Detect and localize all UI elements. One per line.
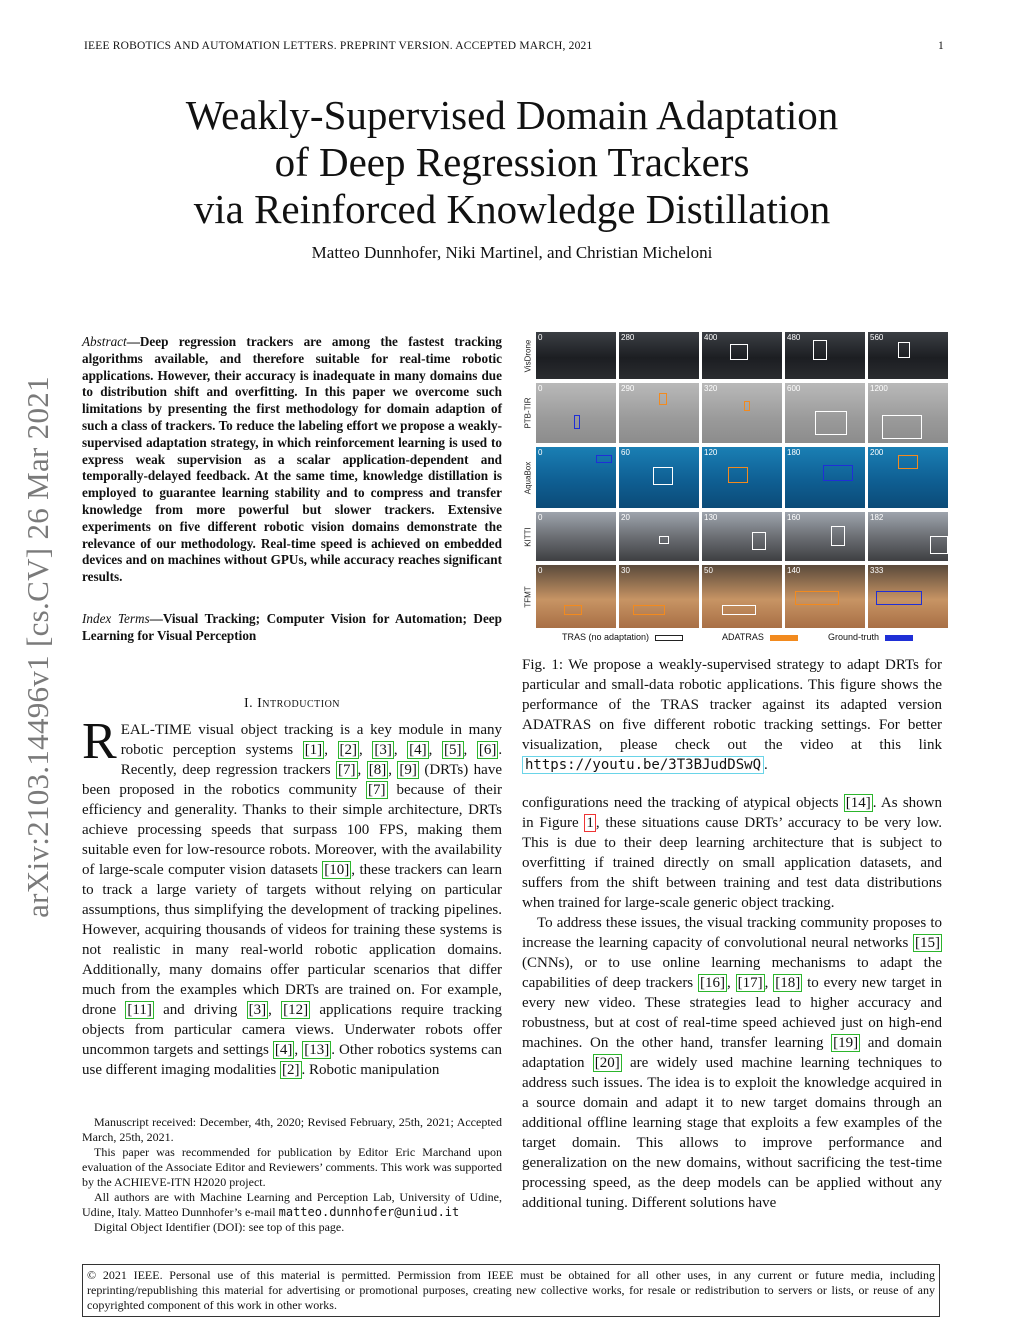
- footnote-doi: Digital Object Identifier (DOI): see top of this page.: [94, 1220, 345, 1234]
- frame-number: 60: [621, 448, 630, 457]
- footnote-manuscript: Manuscript received: December, 4th, 2020; Revised February, 25th, 2021; Accepted March, 25th, 2021.: [82, 1115, 502, 1144]
- citation-link[interactable]: [17]: [737, 975, 763, 991]
- citation-link[interactable]: [19]: [833, 1035, 859, 1051]
- citation-link[interactable]: [13]: [304, 1042, 330, 1058]
- paragraph: configurations need the tracking of atypical objects [14] . As shown in Figure 1 , these situations cause DRTs’ accuracy to be very low. This is due to their deep learning architecture that is subject to overfitting if trained directly on small application datasets, and suffers from the shift between training and test data distributions when trained for large-scale generic object tracking.: [522, 795, 943, 911]
- bounding-box: [823, 465, 853, 481]
- citation-link[interactable]: [9]: [399, 762, 417, 778]
- video-frame: [868, 383, 948, 443]
- video-frame: [785, 447, 865, 508]
- citation-link[interactable]: [10]: [324, 862, 350, 878]
- frame-number: 140: [787, 566, 801, 575]
- footnote-editor: This paper was recommended for publication by Editor Eric Marchand upon evaluation of the Associate Editor and Reviewers’ comments. This work was supported by the ACHIEVE-ITN H2020 project.: [82, 1145, 502, 1189]
- video-link[interactable]: https://youtu.be/3T3BJudDSwQ: [522, 756, 764, 774]
- row-label-tfmt: TFMT: [523, 585, 533, 608]
- frame-number: 200: [870, 448, 884, 457]
- figure-caption: Fig. 1: We propose a weakly-supervised strategy to adapt DRTs for particular and small-data robotic applications. This figure shows the performance of the TRAS tracker against its adapted version ADATRAS on five different robotic tracking settings. For better visualization, please check out the video at this link https://youtu.be/3T3BJudDSwQ .: [522, 657, 942, 773]
- copyright-notice: © 2021 IEEE. Personal use of this material is permitted. Permission from IEEE must be obtained for all other uses, in any current or future media, including reprinting/republishing this material for advertising or promotional purposes, creating new collective works, for resale or redistribution to servers or lists, or reuse of any copyrighted component of this work in other works.: [82, 1264, 940, 1317]
- figure-link[interactable]: 1: [586, 815, 594, 831]
- title-line-3: via Reinforced Knowledge Distillation: [193, 186, 831, 232]
- bounding-box: [898, 342, 910, 358]
- frame-number: 120: [704, 448, 718, 457]
- frame-number: 50: [704, 566, 713, 575]
- frame-number: 480: [787, 333, 801, 342]
- frame-number: 0: [538, 448, 543, 457]
- bounding-box: [876, 591, 922, 605]
- citation-link[interactable]: [4]: [409, 742, 427, 758]
- video-frame: [619, 512, 699, 561]
- frame-number: 0: [538, 384, 543, 393]
- legend-item: Ground-truth: [828, 632, 913, 642]
- bounding-box: [659, 536, 669, 544]
- frame-number: 600: [787, 384, 801, 393]
- frame-number: 320: [704, 384, 718, 393]
- frame-number: 30: [621, 566, 630, 575]
- footnote-affiliation: All authors are with Machine Learning and Perception Lab, University of Udine, Udine, Italy. Matteo Dunnhofer’s e-mail matteo.dunnhofer@uniud.it: [82, 1190, 502, 1219]
- bounding-box: [898, 455, 918, 469]
- video-frame: [619, 447, 699, 508]
- video-frame: [702, 565, 782, 628]
- section-title: Introduction: [257, 696, 341, 711]
- legend-swatch: [885, 635, 913, 641]
- arxiv-id: arXiv:2103.14496v1 [cs.CV] 26 Mar 2021: [20, 376, 55, 918]
- frame-number: 1200: [870, 384, 888, 393]
- video-frame: [619, 565, 699, 628]
- drop-cap: R: [82, 713, 117, 770]
- bounding-box: [633, 605, 665, 615]
- paper-title: [0, 92, 1024, 233]
- figure-1: [522, 332, 942, 650]
- frame-number: 400: [704, 333, 718, 342]
- citation-link[interactable]: [11]: [127, 1002, 152, 1018]
- introduction-text: REAL-TIME visual object tracking is a key module in many robotic perception systems [1] , [2] , [3] , [4] , [5] , [6] . Recently, deep regression trackers [7] , [8] , [9] (DRTs) have been proposed in the robotics community [7] because of their efficiency and generality. Thanks to their simple architecture, DRTs achieve processing speeds that surpass 100 FPS, making them suitable even for low-resource robots. Moreover, with the availability of large-scale computer vision datasets [10] , these trackers can learn to track a large variety of targets without relying on particular assumptions, thus simplifying the development of tracking pipelines. However, acquiring thousands of videos for training these systems is not realistic in many real-world robotic application domains. Additionally, many domains offer particular scenarios that differ much from the examples which DRTs are trained on. For example, drone [11] and driving [3] , [12] applications require tracking objects from particular camera views. Underwater robots offer uncommon targets and settings [4] , [13] . Other robotics systems can use different imaging modalities [2] . Robotic manipulation: [82, 713, 503, 1078]
- video-frame: [536, 332, 616, 379]
- video-frame: [536, 447, 616, 508]
- citation-link[interactable]: [12]: [283, 1002, 309, 1018]
- bounding-box: [744, 401, 750, 411]
- citation-link[interactable]: [16]: [700, 975, 725, 991]
- index-terms: [82, 611, 502, 645]
- bounding-box: [564, 605, 582, 615]
- video-frame: [619, 383, 699, 443]
- frame-number: 0: [538, 333, 543, 342]
- video-frame: [702, 512, 782, 561]
- citation-link[interactable]: [18]: [775, 975, 801, 991]
- page-number: 1: [938, 40, 944, 52]
- citation-link[interactable]: [5]: [444, 742, 462, 758]
- bounding-box: [882, 415, 922, 439]
- video-frame: [536, 512, 616, 561]
- citation-link[interactable]: [7]: [338, 762, 356, 778]
- citation-link[interactable]: [15]: [915, 935, 940, 951]
- bounding-box: [930, 536, 948, 554]
- figure-legend: [562, 632, 942, 646]
- frame-number: 0: [538, 566, 543, 575]
- bounding-box: [813, 340, 827, 360]
- row-label-kitti: KITTI: [523, 526, 533, 547]
- bounding-box: [752, 532, 766, 550]
- video-frame: [785, 332, 865, 379]
- section-heading: [82, 696, 502, 712]
- author-email[interactable]: matteo.dunnhofer@uniud.it: [278, 1205, 460, 1219]
- title-line-2: of Deep Regression Trackers: [274, 139, 750, 185]
- bounding-box: [653, 467, 673, 485]
- bounding-box: [722, 605, 756, 615]
- citation-link[interactable]: [3]: [374, 742, 392, 758]
- video-frame: [785, 565, 865, 628]
- video-frame: [785, 512, 865, 561]
- arxiv-stamp: [14, 352, 62, 942]
- video-frame: [785, 383, 865, 443]
- citation-link[interactable]: [7]: [368, 782, 386, 798]
- frame-number: 560: [870, 333, 884, 342]
- frame-number: 0: [538, 513, 543, 522]
- abstract: [82, 334, 502, 586]
- abstract-text: —Deep regression trackers are among the fastest tracking algorithms available, and therefore suitable for real-time robotic applications. However, their accuracy is inadequate in many domains due to distribution shift and overfitting. In this paper we overcome such limitations by presenting the first methodology for domain adaption of such a class of trackers. To reduce the labeling effort we propose a weakly-supervised adaptation strategy, in which reinforcement learning is used to express weak supervision as a scalar application-dependent and temporally-delayed feedback. At the same time, knowledge distillation is employed to guarantee learning stability and to compress and transfer knowledge from more powerful but slower trackers. Extensive experiments on five different robotic vision domains demonstrate the relevance of our methodology. Real-time speed is achieved on embedded devices and on machines without GPUs, while accuracy reaches significant results.: [82, 334, 502, 585]
- row-label-visdrone: VisDrone: [523, 339, 533, 372]
- frame-number: 333: [870, 566, 884, 575]
- title-line-1: Weakly-Supervised Domain Adaptation: [185, 92, 839, 138]
- video-frame: [868, 565, 948, 628]
- author-list: Matteo Dunnhofer, Niki Martinel, and Christian Micheloni: [311, 243, 713, 262]
- legend-swatch: [655, 635, 683, 641]
- index-terms-label: Index Terms: [82, 611, 150, 626]
- citation-link[interactable]: [14]: [845, 795, 871, 811]
- video-frame: [868, 512, 948, 561]
- citation-link[interactable]: [6]: [478, 742, 497, 758]
- legend-swatch: [770, 635, 798, 641]
- video-frame: [702, 332, 782, 379]
- frame-number: 280: [621, 333, 635, 342]
- bounding-box: [659, 393, 667, 405]
- video-frame: [868, 332, 948, 379]
- citation-link[interactable]: [8]: [368, 762, 387, 778]
- index-terms-text: —Visual Tracking; Computer Vision for Automation; Deep Learning for Visual Perception: [82, 611, 502, 643]
- frame-number: 182: [870, 513, 884, 522]
- section-number: I.: [243, 696, 254, 711]
- bounding-box: [795, 591, 839, 605]
- right-column-text: [522, 793, 942, 1213]
- video-frame: [536, 383, 616, 443]
- citation-link[interactable]: [2]: [339, 742, 358, 758]
- frame-number: 180: [787, 448, 801, 457]
- abstract-label: Abstract: [82, 334, 127, 349]
- bounding-box: [596, 455, 612, 463]
- frame-number: 160: [787, 513, 801, 522]
- video-frame: [868, 447, 948, 508]
- citation-link[interactable]: [1]: [304, 742, 323, 758]
- footnotes: [82, 1115, 502, 1235]
- running-header: [84, 40, 944, 52]
- bounding-box: [728, 467, 748, 483]
- journal-name: IEEE ROBOTICS AND AUTOMATION LETTERS. PREPRINT VERSION. ACCEPTED MARCH, 2021: [84, 40, 593, 52]
- video-frame: [619, 332, 699, 379]
- citation-link[interactable]: [2]: [282, 1062, 300, 1078]
- bounding-box: [831, 526, 845, 546]
- row-label-aquabox: AquaBox: [523, 461, 533, 494]
- video-frame: [702, 447, 782, 508]
- citation-link[interactable]: [20]: [594, 1055, 620, 1071]
- bounding-box: [574, 415, 580, 429]
- bounding-box: [815, 411, 847, 435]
- citation-link[interactable]: [4]: [274, 1042, 293, 1058]
- paragraph: To address these issues, the visual tracking community proposes to increase the learning capacity of convolutional neural networks [15] (CNNs), or to use online learning mechanisms to adapt the capabilities of deep trackers [16] , [17] , [18] to every new target in every new video. These strategies lead to higher accuracy and robustness, but at cost of real-time speed achieved just on high-end machines. On the other hand, transfer learning [19] and domain adaptation [20] are widely used machine learning techniques to address such issues. The idea is to exploit the knowledge acquired in a source domain and adapt it to new target domains through an additional offline learning stage that exploits a few examples of the target domain. This allows to improve performance and generalization on the new domains, without sacrificing the test-time processing speed, as the deep models can be applied without any additional tuning. Different solutions have: [522, 915, 943, 1211]
- frame-number: 20: [621, 513, 630, 522]
- row-label-ptb-tir: PTB-TIR: [523, 397, 533, 429]
- video-frame: [536, 565, 616, 628]
- bounding-box: [730, 344, 748, 360]
- frame-number: 130: [704, 513, 718, 522]
- frame-number: 290: [621, 384, 635, 393]
- citation-link[interactable]: [3]: [248, 1002, 267, 1018]
- legend-item: TRAS (no adaptation): [562, 632, 683, 642]
- video-frame: [702, 383, 782, 443]
- legend-item: ADATRAS: [722, 632, 798, 642]
